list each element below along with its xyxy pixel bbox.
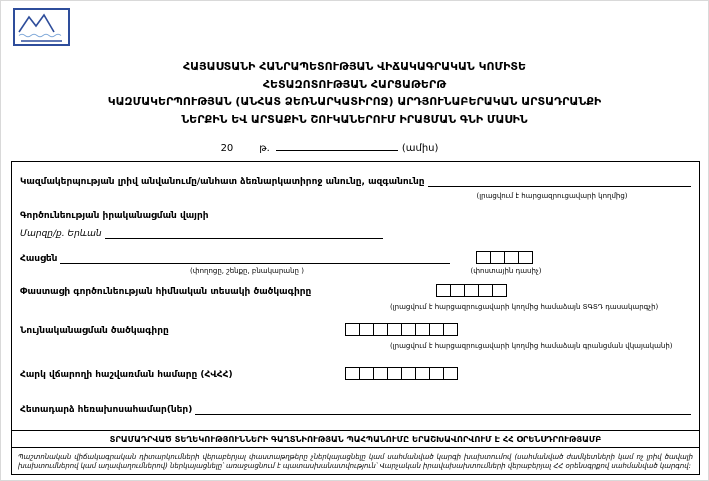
form-box: [11, 161, 700, 475]
taxpayer-id-boxes: [345, 367, 458, 380]
region-label: Մարզը/ք. Երևան: [20, 229, 102, 239]
year-suffix: թ.: [259, 143, 270, 154]
code-box[interactable]: [401, 367, 416, 380]
legal-footnote: Պաշտոնական վիճակագրական դիտարկումների վերաբերյալ փաստաթղթերը չներկայացնելը կամ սահմանված կարգի խախտումով (սահմանված ժամկետների կամ ոչ լրիվ ծավալի խախտումներով կամ աղավաղումներով) ներկայացնելը՝ առաջացնում է պատասխանատվություն՝ Վարչական իրավախախտումների վերաբերյալ ՀՀ օրենսգրքով սահմանված կարգով:: [18, 453, 693, 470]
date-line: [1, 140, 708, 154]
org-name-row: [20, 175, 691, 187]
address-street-note: (փողոցը, շենքը, բնակարանը ): [190, 267, 304, 275]
code-box[interactable]: [373, 367, 388, 380]
code-box[interactable]: [345, 323, 360, 336]
title-line-2: ՀԵՏԱԶՈՏՈՒԹՅԱՆ ՀԱՐՑԱԹԵՐԹ: [262, 77, 447, 91]
code-box[interactable]: [436, 284, 451, 297]
activity-code-boxes: [436, 284, 507, 297]
code-box[interactable]: [401, 323, 416, 336]
year-prefix: 20: [220, 143, 234, 154]
activity-place-heading: Գործունեության իրականացման վայրի: [20, 211, 209, 221]
form-title: [1, 58, 708, 128]
postal-code-boxes: [476, 251, 533, 264]
title-line-4: ՆԵՐՔԻՆ ԵՎ ԱՐՏԱՔԻՆ ՇՈՒԿԱՆԵՐՈՒՄ ԻՐԱՑՄԱՆ ԳՆԻ ՄԱՍԻՆ: [181, 112, 528, 126]
address-row: [20, 251, 691, 264]
code-box[interactable]: [345, 367, 360, 380]
code-box[interactable]: [443, 323, 458, 336]
region-blank[interactable]: [105, 227, 383, 239]
code-box[interactable]: [450, 284, 465, 297]
code-box[interactable]: [415, 367, 430, 380]
code-box[interactable]: [415, 323, 430, 336]
code-box[interactable]: [464, 284, 479, 297]
org-name-blank[interactable]: [428, 175, 691, 187]
confidentiality-banner: ՏՐԱՄԱԴՐՎԱԾ ՏԵՂԵԿՈՒԹՅՈՒՆՆԵՐԻ ԳԱՂՏՆԻՈՒԹՅԱՆ ՊԱՀՊԱՆՈՒՄԸ ԵՐԱՇԽԱՎՈՐՎՈՒՄ Է ՀՀ ՕՐԵՆՍԴՐՈՒԹՅԱՄԲ: [12, 430, 699, 448]
code-box[interactable]: [492, 284, 507, 297]
code-box[interactable]: [478, 284, 493, 297]
phone-blank[interactable]: [195, 403, 691, 415]
code-box[interactable]: [359, 367, 374, 380]
title-line-1: ՀԱՅԱՍՏԱՆԻ ՀԱՆՐԱՊԵՏՈՒԹՅԱՆ ՎԻՃԱԿԱԳՐԱԿԱՆ ԿՈՄԻՏԵ: [182, 60, 527, 73]
identification-code-label: Նույնականացման ծածկագիրը: [20, 326, 169, 336]
code-box[interactable]: [387, 367, 402, 380]
address-label: Հասցեն: [20, 254, 58, 264]
code-box[interactable]: [443, 367, 458, 380]
code-box[interactable]: [518, 251, 533, 264]
title-line-3: ԿԱԶՄԱԿԵՐՊՈՒԹՅԱՆ (ԱՆՀԱՏ ՁԵՌՆԱՐԿԱՏԻՐՈՋ) ԱՐԴՅՈՒՆԱԲԵՐԱԿԱՆ ԱՐՏԱԴՐԱՆՔԻ: [107, 95, 602, 108]
month-blank[interactable]: [276, 140, 398, 151]
region-row: [20, 227, 691, 239]
identification-code-boxes: [345, 323, 458, 336]
month-label: (ամիս): [401, 143, 439, 154]
taxpayer-id-label: Հարկ վճարողի հաշվառման համարը (ՀՎՀՀ): [20, 370, 233, 380]
activity-code-note: (լրացվում է հարցազրուցավարի կողմից համաձայն ՏԳՏԴ դասակարգչի): [390, 303, 659, 311]
identification-code-note: (լրացվում է հարցազրուցավարի կողմից համաձայն գրանցման վկայականի): [390, 342, 673, 350]
code-box[interactable]: [476, 251, 491, 264]
org-name-label: Կազմակերպության լրիվ անվանումը/անհատ ձեռնարկատիրոջ անունը, ազգանունը: [20, 177, 425, 187]
code-box[interactable]: [387, 323, 402, 336]
activity-code-label: Փաստացի գործունեության հիմնական տեսակի ծածկագիրը: [20, 287, 312, 297]
armstat-logo: [13, 8, 70, 46]
phone-row: [20, 403, 691, 415]
armstat-logo-image: [13, 8, 70, 46]
phone-label: Հետադարձ հեռախոսահամար(ներ): [20, 405, 193, 415]
code-box[interactable]: [373, 323, 388, 336]
code-box[interactable]: [504, 251, 519, 264]
org-name-note: (լրացվում է հարցազրուցավարի կողմից): [476, 192, 628, 200]
code-box[interactable]: [429, 323, 444, 336]
code-box[interactable]: [490, 251, 505, 264]
postal-code-note: (փոստային դասիչ): [470, 267, 542, 275]
code-box[interactable]: [359, 323, 374, 336]
address-blank[interactable]: [60, 252, 450, 264]
code-box[interactable]: [429, 367, 444, 380]
